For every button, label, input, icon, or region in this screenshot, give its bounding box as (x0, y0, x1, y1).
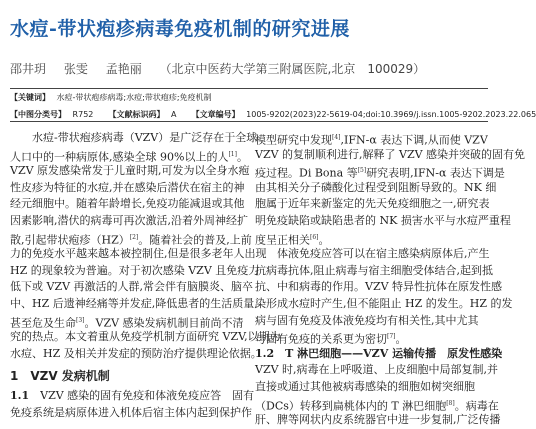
body-line: 性皮疹为特征的水痘,并在感染后潜伏在宿主的神 (10, 180, 245, 194)
doc-code-label: 【文献标识码】 (108, 110, 165, 119)
citation: [5] (357, 167, 367, 175)
body-line: 甚至危及生命[3]。VZV 感染发病机制目前尚不清 (10, 316, 244, 330)
body-line: 与固有免疫的关系更为密切[7]。 (255, 332, 407, 346)
body-line: 经元细胞中。随着年龄增长,免疫功能减退或其他 (10, 197, 245, 211)
subsection-line: 1.2 T 淋巴细胞——VZV 运输传播 原发性感染 (255, 346, 503, 360)
body-line: 因素影响,潜伏的病毒可再次激活,沿着外周神经扩 (10, 213, 248, 227)
doc-code-value: A (171, 110, 177, 119)
body-line: 散,引起带状疱疹（HZ）[2]。随着社会的普及,上前 (10, 233, 252, 247)
body-line: 究的热点。本文着重从免疫学机制方面研究 VZV,以期为 (10, 330, 281, 344)
citation: [8] (446, 399, 455, 407)
section-heading: 1 VZV 发病机制 (10, 369, 110, 384)
body-line: 力的免疫水平越来越本被控制住,但是很多老年人出现 (10, 247, 267, 261)
body-line: 中、HZ 后遗神经痛等并发症,降低患者的生活质量, (10, 296, 258, 310)
author-1: 邵井玥 (10, 62, 47, 76)
body-line: 度呈正相关[6]。 (255, 233, 330, 247)
body-line: 人口中的一种病原体,感染全球 90%以上的人[1]。 (10, 150, 248, 164)
article-id-value: 1005-9202(2023)22-5619-04;doi:10.3969/j.issn.1005-9202.2023.22.065 (246, 110, 536, 119)
body-line: 1.1 VZV 感染的固有免疫和体液免疫应答 固有 (10, 388, 255, 402)
body-line: 水痘、HZ 及相关并发症的预防治疗提供理论依据。 (10, 346, 262, 360)
authors-line (10, 60, 490, 77)
citation: [2] (129, 233, 139, 241)
body-line: （DCs）转移到扁桃体内的 T 淋巴细胞[8]。病毒在 (255, 399, 499, 413)
keywords-label: 【关键词】 (10, 93, 50, 102)
citation: [1] (228, 150, 237, 158)
citation: [7] (387, 333, 396, 341)
metadata-box (10, 88, 536, 122)
body-line: 直接或通过其他被病毒感染的细胞如树突细胞 (255, 379, 475, 393)
affiliation: （北京中医药大学第三附属医院,北京 100029） (159, 62, 426, 76)
body-line: VZV 原发感染常发于儿童时期,可发为以全身水疱 (10, 164, 250, 178)
subsection-number: 1.1 (10, 388, 30, 402)
body-line: 体液免疫应答可以在宿主感染病原体后,产生 (255, 247, 490, 261)
body-line: 抗病毒抗体,阻止病毒与宿主细胞受体结合,起到抵 (255, 263, 493, 277)
article-id-label: 【文章编号】 (191, 110, 240, 119)
body-line: 模型研究中发现[4],IFN-α 表达下调,从而使 VZV (255, 133, 488, 147)
citation: [6] (310, 233, 319, 241)
body-line: HZ 的现象较为普遍。对于初次感染 VZV 且免疫力 (10, 263, 260, 277)
clc-label: 【中图分类号】 (10, 110, 66, 119)
left-column (10, 130, 281, 421)
citation: [3] (76, 316, 85, 324)
clc-value: R752 (72, 110, 94, 119)
body-line: VZV 时,病毒在上呼吸道、上皮细胞中局部复制,并 (255, 363, 499, 377)
body-line: 由其相关分子磷酸化过程受到阻断导致的。NK 细 (255, 180, 497, 194)
author-3: 孟艳丽 (105, 62, 142, 76)
body-line: 低下或 VZV 再激活的人群,常会伴有脑膜炎、脑卒 (10, 280, 254, 294)
body-line: 胞属于近年来新鉴定的先天免疫细胞之一,研究表 (255, 197, 490, 211)
classification-row (10, 109, 536, 120)
body-line: 肝、脾等网状内皮系统器官中进一步复制,广泛传播 (255, 413, 501, 427)
paper-title: 水痘-带状疱疹病毒免疫机制的研究进展 (10, 18, 350, 40)
right-column (255, 130, 526, 429)
body-line: 抗、中和病毒的作用。VZV 特异性抗体在原发性感 (255, 280, 503, 294)
body-line: 水痘-带状疱疹病毒（VZV）是广泛存在于全球 (10, 131, 258, 144)
body-line: 染形成水痘时产生,但不能阻止 HZ 的发生。HZ 的发 (255, 296, 513, 310)
body-line: 免疫系统是病原体进入机体后宿主体内起到保护作 (10, 405, 252, 419)
keywords-row (10, 92, 488, 103)
body-line: 病与固有免疫及体液免疫均有相关性,其中尤其 (255, 313, 479, 327)
body-line: 疫过程。Di Bona 等[5]研究表明,IFN-α 表达下调是 (255, 166, 505, 180)
citation: [4] (332, 134, 341, 141)
body-line: VZV 的复制顺利进行,解释了 VZV 感染并突破的固有免 (255, 147, 526, 161)
body-line: 明免疫缺陷或缺陷患者的 NK 损害水平与水痘严重程 (255, 213, 511, 227)
author-2: 张雯 (63, 62, 88, 76)
keywords-value: 水痘-带状疱疹病毒;水痘;带状疱疹;免疫机制 (56, 93, 212, 102)
